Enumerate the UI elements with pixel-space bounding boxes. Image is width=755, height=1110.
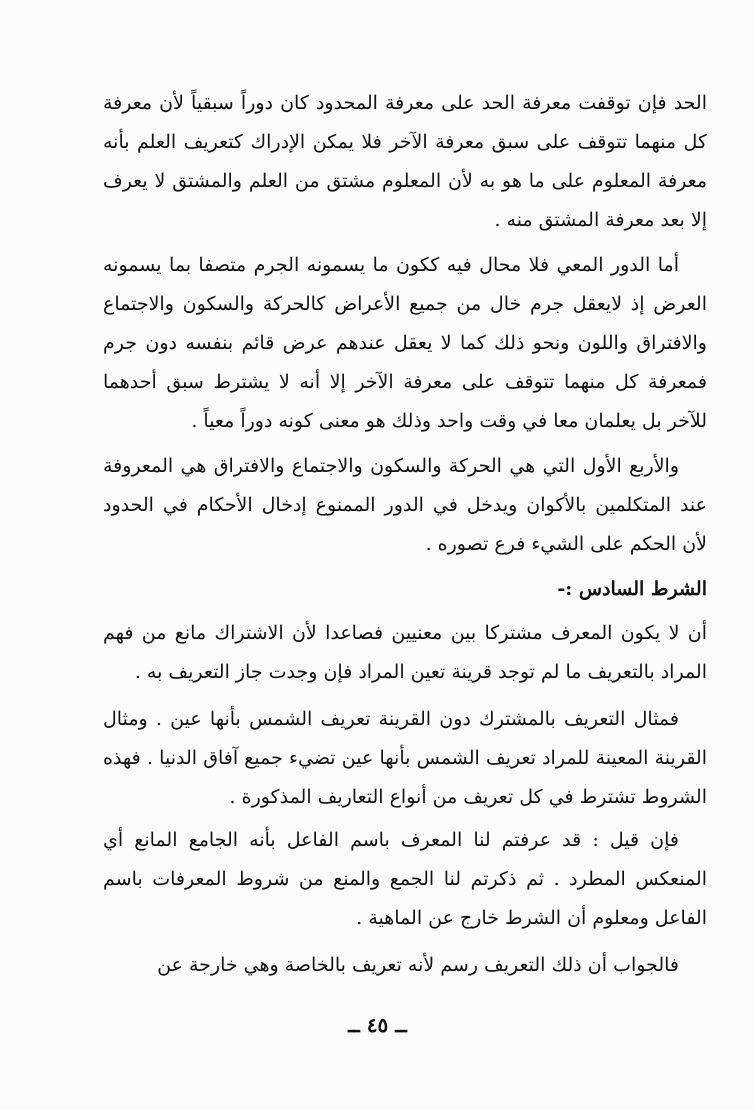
text-block-3 — [103, 447, 707, 564]
text-block-top — [103, 84, 707, 240]
section-heading: الشرط السادس :- — [557, 578, 707, 600]
text-block-7 — [103, 946, 707, 985]
paragraph-5: فمثال التعريف بالمشترك دون القرينة تعريف الشمس بأنها عين . ومثال القرينة المعينة للمراد تعريف الشمس بأنها عين تضيء جميع آفاق الدنيا . فهذه الشروط تشترط في كل تعريف من أنواع التعاريف المذكورة . — [103, 708, 707, 808]
paragraph-2: أما الدور المعي فلا محال فيه ككون ما يسمونه الجرم متصفا بما يسمونه العرض إذ لايعقل جرم خال من جميع الأعراض كالحركة والسكون والاجتماع والافتراق واللون ونحو ذلك كما لا يعقل عندهم عرض قائم بنفسه دون جرم فمعرفة كل منهما تتوقف على معرفة الآخر إلا أنه لا يشترط سبق أحدهما للآخر بل يعلمان معا في وقت واحد وذلك هو معنى كونه دوراً معياً . — [103, 254, 707, 432]
text-block-5 — [103, 700, 707, 817]
paragraph-6: فإن قيل : قد عرفتم لنا المعرف باسم الفاعل بأنه الجامع المانع أي المنعكس المطرد . ثم ذكرتم لنا الجمع والمنع من شروط المعرفات باسم الفاعل ومعلوم أن الشرط خارج عن الماهية . — [103, 829, 707, 929]
text-block-4 — [103, 614, 707, 692]
text-block-6 — [103, 821, 707, 938]
paragraph-3: والأربع الأول التي هي الحركة والسكون والاجتماع والافتراق هي المعروفة عند المتكلمين بالأكوان ويدخل في الدور الممنوع إدخال الأحكام في الحدود لأن الحكم على الشيء فرع تصوره . — [103, 455, 707, 555]
page-number: ــ ٤٥ ــ — [348, 1013, 407, 1037]
paragraph-4: أن لا يكون المعرف مشتركا بين معنيين فصاعدا لأن الاشتراك مانع من فهم المراد بالتعريف ما لم توجد قرينة تعين المراد فإن وجدت جاز التعريف به . — [103, 622, 707, 683]
paragraph-1: الحد فإن توقفت معرفة الحد على معرفة المحدود كان دوراً سبقياً لأن معرفة كل منهما تتوقف على سبق معرفة الآخر فلا يمكن الإدراك كتعريف العلم بأنه معرفة المعلوم على ما هو به لأن المعلوم مشتق من العلم والمشتق لا يعرف إلا بعد معرفة المشتق منه . — [103, 92, 707, 231]
paragraph-7: فالجواب أن ذلك التعريف رسم لأنه تعريف بالخاصة وهي خارجة عن — [157, 954, 679, 976]
text-block-2 — [103, 246, 707, 441]
